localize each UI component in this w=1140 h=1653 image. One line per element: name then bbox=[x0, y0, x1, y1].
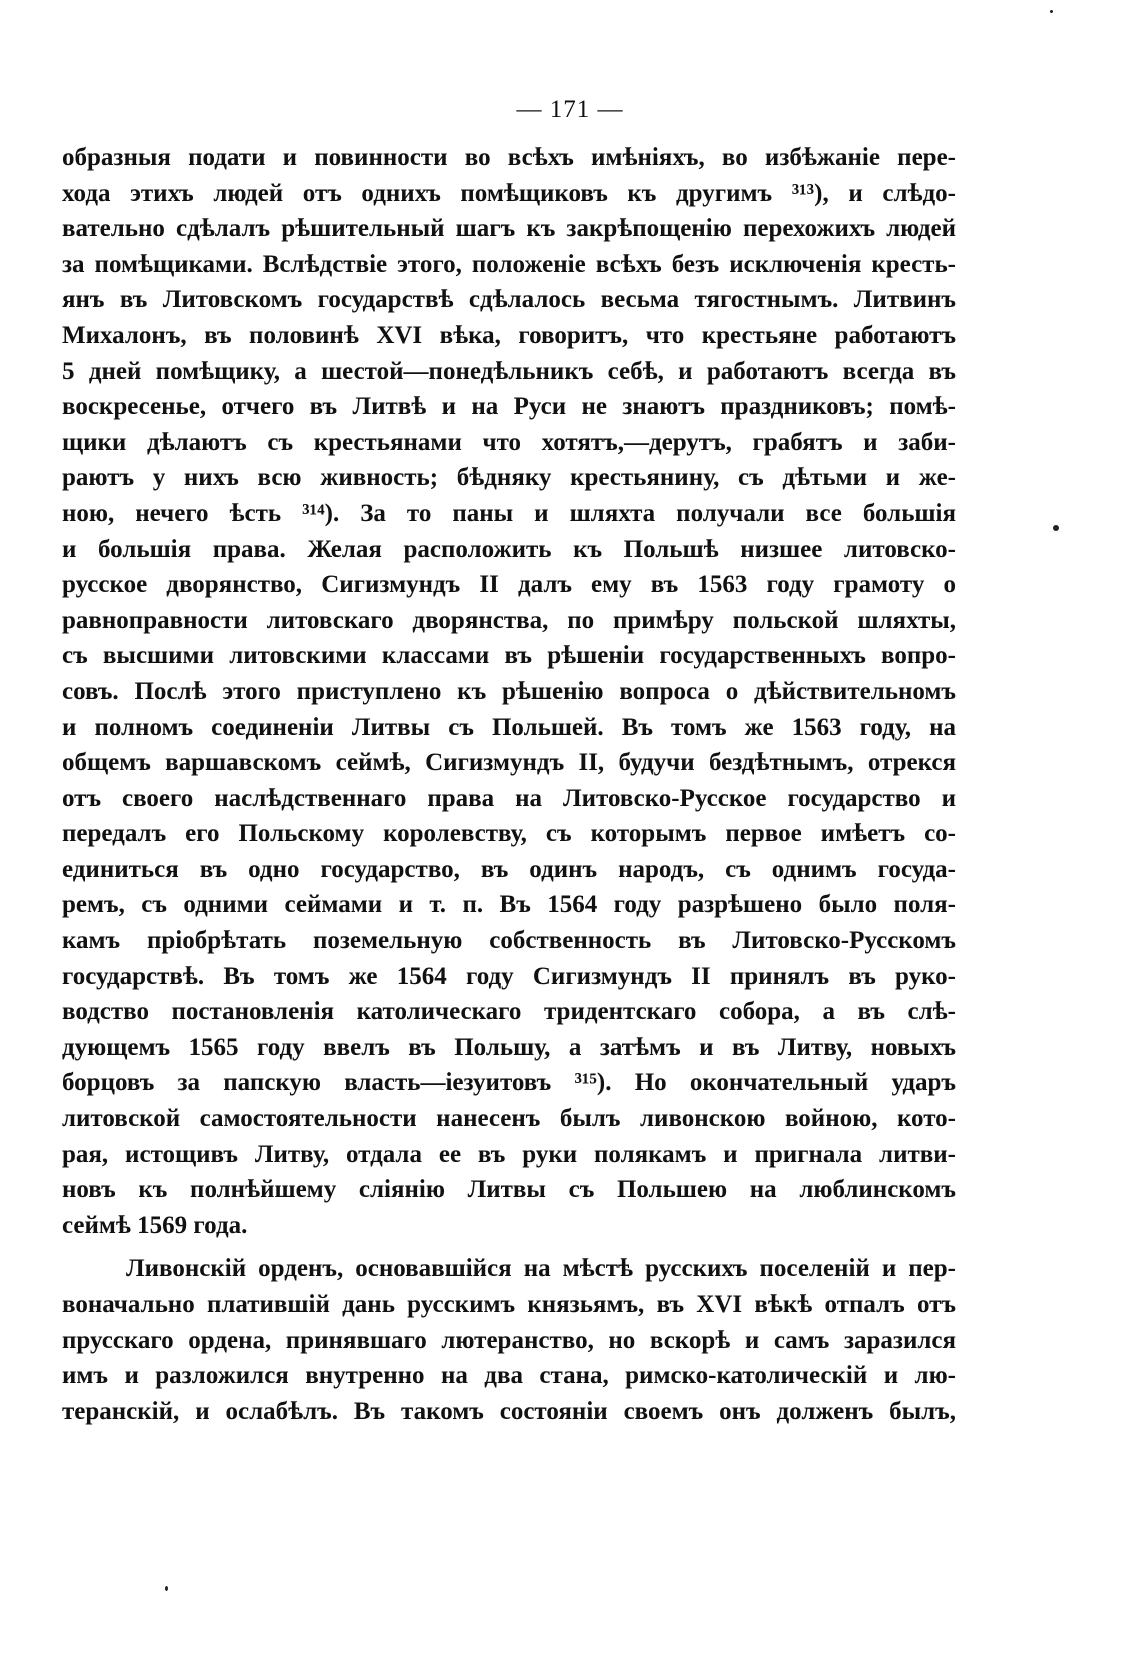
text-line: хода этихъ людей отъ однихъ помѣщиковъ къ другимъ ³¹³), и слѣдо- bbox=[62, 179, 956, 207]
paragraph bbox=[62, 1251, 956, 1429]
text-line: съ высшими литовскими классами въ рѣшеніи государственныхъ вопро- bbox=[62, 642, 956, 670]
page-number: — 171 — bbox=[516, 96, 624, 123]
text-line: воначально платившій дань русскимъ князьямъ, въ XVI вѣкѣ отпалъ отъ bbox=[62, 1291, 956, 1318]
text-line: воскресенье, отчего въ Литвѣ и на Руси не знаютъ праздниковъ; помѣ- bbox=[62, 393, 956, 421]
text-line: борцовъ за папскую власть—іезуитовъ ³¹⁵). Но окончательный ударъ bbox=[62, 1069, 956, 1097]
text-line: сеймѣ 1569 года. bbox=[62, 1211, 248, 1239]
text-line: образныя подати и повинности во всѣхъ имѣніяхъ, во избѣжаніе пере- bbox=[62, 144, 956, 171]
text-line: щики дѣлаютъ съ крестьянами что хотятъ,—дерутъ, грабятъ и заби- bbox=[62, 428, 956, 456]
paragraph-gap bbox=[62, 1243, 956, 1251]
text-line: имъ и разложился внутренно на два стана, римско-католическій и лю- bbox=[62, 1362, 956, 1390]
text-line: водство постановленія католическаго тридентскаго собора, а въ слѣ- bbox=[62, 998, 956, 1026]
text-line: камъ пріобрѣтать поземельную собственность въ Литовско-Русскомъ bbox=[62, 927, 956, 955]
text-line: рая, истощивъ Литву, отдала ее въ руки полякамъ и пригнала литви- bbox=[62, 1140, 956, 1168]
text-line: ремъ, съ одними сеймами и т. п. Въ 1564 году разрѣшено было поля- bbox=[62, 891, 956, 919]
text-line: передалъ его Польскому королевству, съ которымъ первое имѣетъ со- bbox=[62, 820, 956, 848]
text-line: Михалонъ, въ половинѣ XVI вѣка, говоритъ, что крестьяне работаютъ bbox=[62, 321, 956, 349]
text-line: дующемъ 1565 году ввелъ въ Польшу, а затѣмъ и въ Литву, новыхъ bbox=[62, 1033, 956, 1061]
text-line: и большія права. Желая расположить къ Польшѣ низшее литовско- bbox=[62, 535, 956, 563]
text-line: и полномъ соединеніи Литвы съ Польшей. Въ томъ же 1563 году, на bbox=[62, 713, 956, 741]
text-line: Ливонскій орденъ, основавшійся на мѣстѣ русскихъ поселеній и пер- bbox=[126, 1255, 956, 1283]
text-line: янъ въ Литовскомъ государствѣ сдѣлалось весьма тягостнымъ. Литвинъ bbox=[62, 286, 956, 314]
text-line: за помѣщиками. Вслѣдствіе этого, положеніе всѣхъ безъ исключенія кресть- bbox=[62, 250, 956, 278]
scan-speck bbox=[1053, 525, 1059, 531]
text-line: единиться въ одно государство, въ одинъ народъ, съ однимъ госуда- bbox=[62, 855, 956, 883]
text-line: общемъ варшавскомъ сеймѣ, Сигизмундъ II, будучи бездѣтнымъ, отрекся bbox=[62, 749, 956, 777]
text-line: русское дворянство, Сигизмундъ II далъ ему въ 1563 году грамоту о bbox=[62, 571, 956, 599]
text-line: совъ. Послѣ этого приступлено къ рѣшенію вопроса о дѣйствительномъ bbox=[62, 677, 956, 705]
text-line: государствѣ. Въ томъ же 1564 году Сигизмундъ II принялъ въ руко- bbox=[62, 962, 956, 990]
scan-speck bbox=[1050, 10, 1053, 13]
text-line: теранскій, и ослабѣлъ. Въ такомъ состояніи своемъ онъ долженъ былъ, bbox=[62, 1397, 956, 1425]
text-line: литовской самостоятельности нанесенъ былъ ливонскою войною, кото- bbox=[62, 1105, 956, 1133]
text-line: прусскаго ордена, принявшаго лютеранство, но вскорѣ и самъ заразился bbox=[62, 1326, 956, 1354]
text-line: вательно сдѣлалъ рѣшительный шагъ къ закрѣпощенію перехожихъ людей bbox=[62, 215, 956, 243]
scan-speck bbox=[165, 1586, 168, 1591]
body-text bbox=[62, 140, 956, 1429]
text-line: 5 дней помѣщику, а шестой—понедѣльникъ себѣ, и работаютъ всегда въ bbox=[62, 357, 956, 385]
paragraph bbox=[62, 140, 956, 1243]
text-line: ною, нечего ѣсть ³¹⁴). За то паны и шляхта получали все большія bbox=[62, 499, 956, 527]
text-line: равноправности литовскаго дворянства, по примѣру польской шляхты, bbox=[62, 606, 956, 634]
text-line: отъ своего наслѣдственнаго права на Литовско-Русское государство и bbox=[62, 784, 956, 812]
text-line: раютъ у нихъ всю живность; бѣдняку крестьянину, съ дѣтьми и же- bbox=[62, 464, 956, 492]
text-line: новъ къ полнѣйшему сліянію Литвы съ Польшею на люблинскомъ bbox=[62, 1176, 956, 1204]
